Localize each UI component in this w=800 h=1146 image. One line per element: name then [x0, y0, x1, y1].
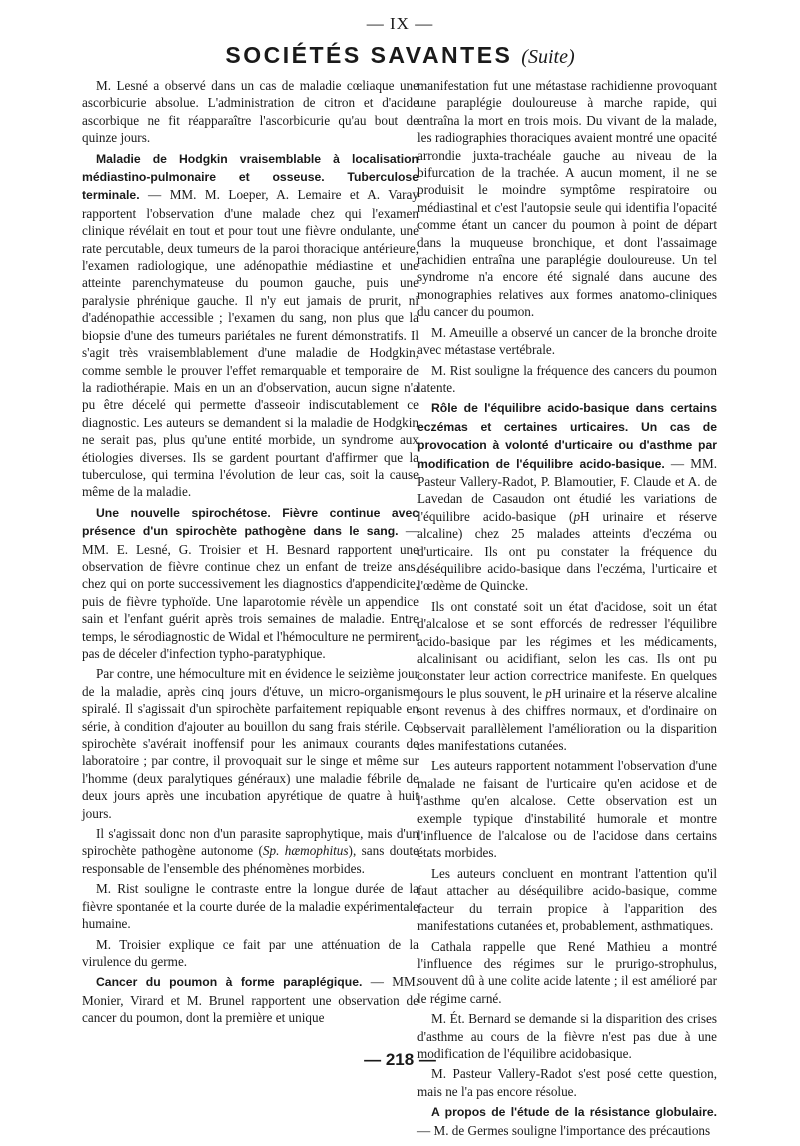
paragraph: Cathala rappelle que René Mathieu a montré l'influence des régimes sur le prurigo-strophulus, souvent dû à une colite acide latente ; il est amélioré par le régime carné.	[417, 938, 717, 1006]
paragraph-text: Il s'agissait donc non d'un parasite saprophytique, mais d'un spirochète pathogène autonome (	[82, 826, 419, 859]
paragraph	[417, 598, 717, 755]
section-title	[0, 42, 800, 69]
paragraph: M. Ét. Bernard se demande si la disparition des crises d'asthme au cours de la fièvre n'est pas due à une modification de l'équilibre acidobasique.	[417, 1011, 717, 1061]
article-heading: Cancer du poumon à forme paraplégique.	[96, 975, 363, 990]
section-title-suite: (Suite)	[521, 46, 575, 68]
paragraph-text: — MM. E. Lesné, G. Troisier et H. Besnard rapportent une observation de fièvre continue chez un enfant de treize ans, chez qui on porte successivement les diagnostics d'appendicite, puis de fièvre typhoïde. Une laparotomie révèle un appendice sain et l'enfant guérit après trois semaines de maladie. Entre temps, le sérodiagnostic de Widal et l'hémoculture ne permirent pas de déceler d'infection typho-paratyphique.	[82, 523, 420, 661]
left-column	[82, 77, 419, 1030]
paragraph-text: — MM. Monier, Virard et M. Brunel rapportent une observation de cancer du poumon, dont la première et unique	[82, 974, 420, 1026]
section-title-main: SOCIÉTÉS SAVANTES	[225, 42, 513, 68]
paragraph	[82, 150, 419, 501]
ph-italic: p	[573, 508, 581, 524]
paragraph	[417, 1103, 717, 1139]
paragraph-text: H urinaire et réserve alcaline) chez 25 malades atteints d'eczéma ou d'urticaire. Ils ont pu constater la fréquence du déséquilibre acido-basique dans l'eczéma, l'urticaire et l'œdème de Quincke.	[417, 508, 717, 594]
paragraph: M. Rist souligne le contraste entre la longue durée de la fièvre spontanée et la courte durée de la maladie expérimentale humaine.	[82, 881, 419, 932]
right-column	[417, 77, 717, 1142]
paragraph-text: ), sans doute responsable de l'ensemble des phénomènes morbides.	[82, 843, 420, 876]
paragraph-text: — MM. Pasteur Vallery-Radot, P. Blamoutier, F. Claude et A. de Lavedan de Casaudon ont étudié les variations de l'équilibre acido-basique (	[417, 455, 718, 524]
article-heading: A propos de l'étude de la résistance globulaire.	[431, 1105, 717, 1120]
roman-numeral-header: — IX —	[366, 14, 434, 33]
article-heading: Maladie de Hodgkin vraisemblable à localisation médiastino-pulmonaire et osseuse. Tuberculose terminale.	[82, 151, 419, 203]
paragraph-text: — M. de Germes souligne l'importance des précautions	[417, 1122, 711, 1138]
paragraph: M. Troisier explique ce fait par une atténuation de la virulence du germe.	[82, 936, 419, 969]
article-heading: Rôle de l'équilibre acido-basique dans certains eczémas et certaines urticaires. Un cas de provocation à volonté d'urticaire ou d'asthme par modification de l'équilibre acido-basique.	[417, 401, 717, 471]
ph-italic: p	[545, 685, 552, 701]
paragraph: M. Pasteur Vallery-Radot s'est posé cette question, mais ne l'a pas encore résolue.	[417, 1066, 717, 1099]
species-name: Sp. hæmophitus	[262, 843, 349, 859]
paragraph: manifestation fut une métastase rachidienne provoquant une paraplégie douloureuse à marche rapide, qui entraîna la mort en trois mois. Du vivant de la malade, les radiographies thoraciques avaient montré une opacité arrondie juxta-trachéale gauche au niveau de la bifurcation de la trachée. A aucun moment, il ne se produisit le moindre symptôme respiratoire ou médiastinal et c'est l'autopsie seule qui identifia l'opacité comme étant un cancer du poumon à point de départ dans la muqueuse bronchique, et dont l'assaimage rachidien entraîna une paraplégie douloureuse. Un tel syndrome n'a encore été signalé dans aucune des monographies relatives aux formes anatomo-cliniques du cancer du poumon.	[417, 78, 717, 320]
paragraph	[82, 825, 419, 877]
paragraph: M. Lesné a observé dans un cas de maladie cœliaque une ascorbicurie absolue. L'administration de citron et d'acide ascorbique ne fit réapparaître l'ascorbicurie qu'au bout de quinze jours.	[82, 78, 419, 146]
paragraph-text: — MM. M. Loeper, A. Lemaire et A. Varay rapportent l'observation d'une malade chez qui l'examen clinique révélait en tout et pour tout une fièvre ondulante, une rate percutable, deux tumeurs de la paroi thoracique antérieure, l'examen radiologique, une adénopathie médiastine et une atteinte parenchymateuse du poumon gauche, puis une paralysie phrénique gauche. Il n'y eut jamais de prurit, ni d'adénopathie accessible ; l'examen du sang, non plus que la biopsie d'une des tumeurs pariétales ne furent démonstratifs. Il s'agit très vraisemblablement d'une maladie de Hodgkin, comme semble le prouver l'effet remarquable et temporaire de la radiothérapie. Mais en un an d'observation, aucun signe n'a pu être décelé qui permette d'asseoir indiscutablement ce diagnostic. Les auteurs se demandent si la maladie de Hodgkin ne serait pas, plus qu'une entité morbide, un syndrome aux étiologies diverses. Ils se gardent pourtant d'affirmer que la tuberculose, qui termina l'évolution de leur cas, soit la cause même de la maladie.	[82, 187, 419, 500]
paragraph-text: Ils ont constaté soit un état d'acidose, soit un état d'alcalose et se sont efforcés de redresser l'équilibre acido-basique par les régimes et les médicaments, alcalinisant ou acidifiant, selon les cas. Ils ont pu constater leur action correctrice manifeste. En quelques jours le plus souvent, le	[417, 598, 717, 701]
paragraph: Par contre, une hémoculture mit en évidence le seizième jour de la maladie, après cinq jours d'étuve, un micro-organisme spiralé. Il s'agissait d'un spirochète parfaitement repiquable en série, à condition d'ajouter au bouillon du sang frais stérile. Ce spirochète s'avérait inoffensif pour les animaux courants de laboratoire ; par contre, il provoquait sur le singe et même sur l'homme (deux paralytiques généraux) une maladie fébrile de deux jours après une incubation apyrétique de quatre à huit jours.	[82, 666, 419, 821]
paragraph: M. Ameuille a observé un cancer de la bronche droite avec métastase vertébrale.	[417, 324, 717, 358]
paragraph	[82, 504, 419, 663]
paragraph	[82, 973, 419, 1026]
paragraph: M. Rist souligne la fréquence des cancers du poumon latente.	[417, 362, 717, 395]
page-number: — 218 —	[364, 1050, 436, 1069]
paragraph: Les auteurs concluent en montrant l'attention qu'il faut attacher au déséquilibre acido-basique, comme facteur du terrain propice à l'apparition des manifestations cutanées et, probablement, asthmatiques.	[417, 865, 717, 934]
article-heading: Une nouvelle spirochétose. Fièvre continue avec présence d'un spirochète pathogène dans le sang.	[82, 505, 419, 539]
paragraph: Les auteurs rapportent notamment l'observation d'une malade ne faisant de l'urticaire qu'en acidose et de l'asthme qu'en alcalose. Cette observation est un exemple typique d'instabilité humorale et montre l'influence de l'alcalose ou de l'acidose dans certains états morbides.	[417, 758, 717, 861]
paragraph	[417, 399, 717, 594]
paragraph-text: H urinaire et la réserve alcaline sont revenus à des chiffres normaux, et d'ordinaire on observait parallèlement l'amélioration ou la disparition des manifestations cutanées.	[417, 685, 717, 754]
